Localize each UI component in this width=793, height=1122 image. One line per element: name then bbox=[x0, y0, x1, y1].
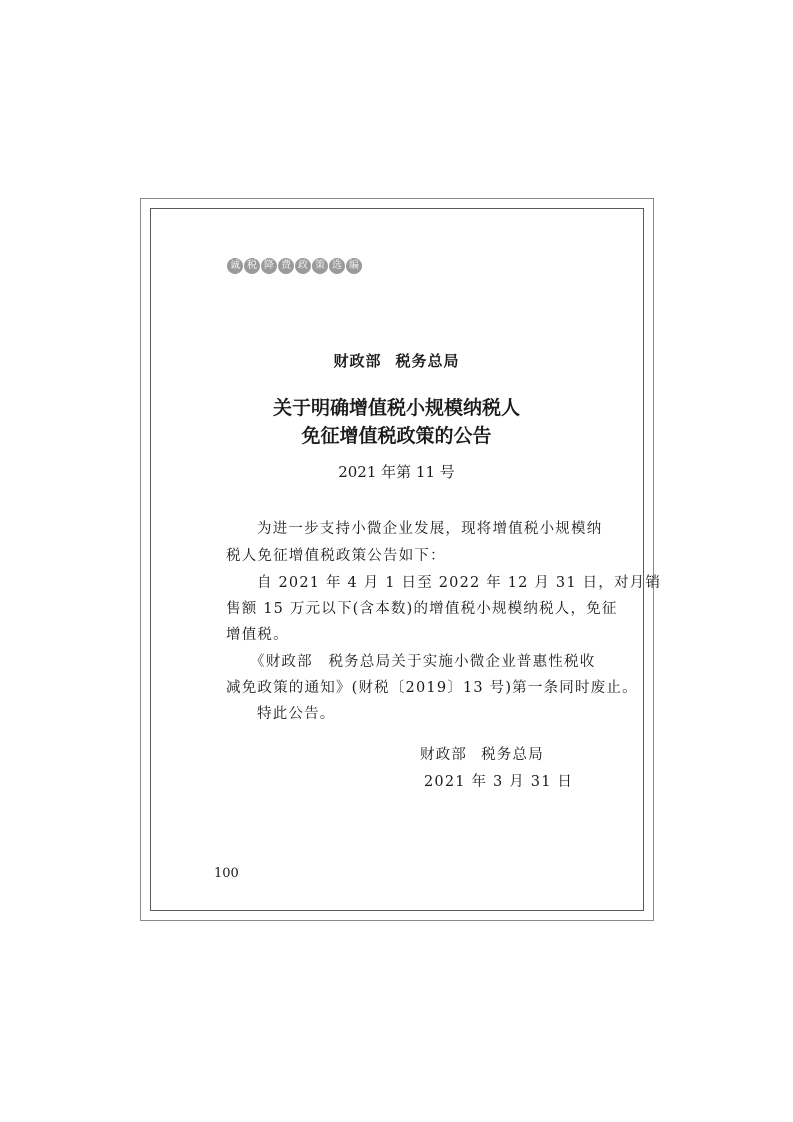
issuing-authorities bbox=[0, 350, 793, 371]
issuer-tax-administration: 税务总局 bbox=[395, 352, 460, 370]
body-paragraph-line: 特此公告。 bbox=[257, 706, 336, 722]
body-paragraph-line: 增值税。 bbox=[226, 627, 289, 643]
document-title-line-1: 关于明确增值税小规模纳税人 bbox=[272, 397, 520, 419]
series-badge: 编 bbox=[346, 258, 362, 274]
body-paragraph-line: 自 2021 年 4 月 1 日至 2022 年 12 月 31 日，对月销 bbox=[257, 575, 662, 591]
series-badge: 降 bbox=[261, 258, 277, 274]
signature-org-finance: 财政部 bbox=[420, 747, 468, 763]
series-badge: 选 bbox=[329, 258, 345, 274]
series-badge: 税 bbox=[244, 258, 260, 274]
series-badge: 策 bbox=[312, 258, 328, 274]
body-paragraph-line: 《财政部 税务总局关于实施小微企业普惠性税收 bbox=[250, 654, 596, 670]
body-paragraph-line: 售额 15 万元以下(含本数)的增值税小规模纳税人，免征 bbox=[226, 601, 618, 617]
body-paragraph-line: 为进一步支持小微企业发展，现将增值税小规模纳 bbox=[257, 521, 603, 537]
signature-org-tax: 税务总局 bbox=[481, 747, 544, 763]
signature-organizations bbox=[420, 743, 544, 764]
series-badge: 费 bbox=[278, 258, 294, 274]
series-title-badges bbox=[227, 258, 362, 274]
document-number: 2021 年第 11 号 bbox=[338, 463, 455, 481]
series-badge: 诚 bbox=[227, 258, 243, 274]
body-paragraph-line: 减免政策的通知》(财税〔2019〕13 号)第一条同时废止。 bbox=[226, 680, 638, 696]
issuer-ministry-of-finance: 财政部 bbox=[333, 352, 382, 370]
signature-date: 2021 年 3 月 31 日 bbox=[424, 774, 574, 790]
series-badge: 政 bbox=[295, 258, 311, 274]
page-number: 100 bbox=[214, 866, 239, 881]
document-title-line-2: 免征增值税政策的公告 bbox=[301, 425, 492, 447]
body-paragraph-line: 税人免征增值税政策公告如下： bbox=[226, 548, 446, 564]
